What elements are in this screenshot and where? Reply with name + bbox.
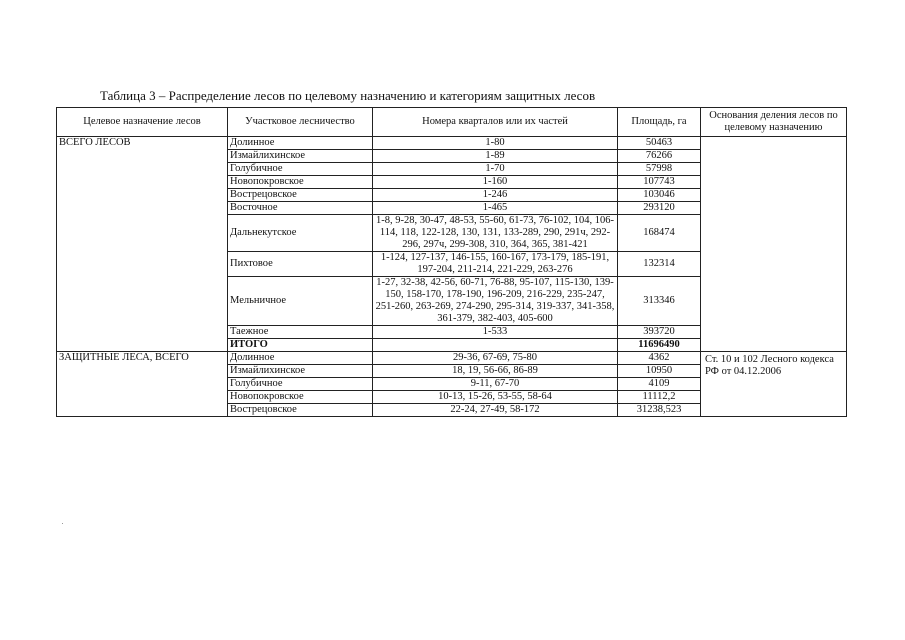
quarters-cell: 1-8, 9-28, 30-47, 48-53, 55-60, 61-73, 76-102, 104, 106-114, 118, 122-128, 130, 131, 133-289, 290, 291ч, 292-296, 297ч, 299-308, 310, 364, 365, 381-421 (373, 215, 618, 252)
section1-purpose: ВСЕГО ЛЕСОВ (57, 137, 228, 352)
area-cell: 393720 (618, 326, 701, 339)
header-forestry: Участковое лесничество (228, 108, 373, 137)
forestry-cell: Голубичное (228, 378, 373, 391)
quarters-cell: 18, 19, 56-66, 86-89 (373, 365, 618, 378)
table-row (57, 137, 847, 150)
area-cell: 57998 (618, 163, 701, 176)
header-area: Площадь, га (618, 108, 701, 137)
quarters-cell: 9-11, 67-70 (373, 378, 618, 391)
forestry-cell: Дальнекутское (228, 215, 373, 252)
total-label: ИТОГО (228, 339, 373, 352)
area-cell: 132314 (618, 252, 701, 277)
header-purpose: Целевое назначение лесов (57, 108, 228, 137)
quarters-cell: 1-80 (373, 137, 618, 150)
quarters-cell: 1-27, 32-38, 42-56, 60-71, 76-88, 95-107, 115-130, 139-150, 158-170, 178-190, 196-209, 216-229, 235-247, 251-260, 263-269, 274-290, 295-314, 319-337, 341-358, 361-379, 382-403, 405-600 (373, 277, 618, 326)
quarters-cell: 1-160 (373, 176, 618, 189)
forestry-cell: Новопокровское (228, 176, 373, 189)
total-area: 11696490 (618, 339, 701, 352)
quarters-cell: 1-89 (373, 150, 618, 163)
forest-distribution-table (56, 107, 847, 417)
forestry-cell: Восточное (228, 202, 373, 215)
forestry-cell: Измайлихинское (228, 365, 373, 378)
forestry-cell: Вострецовское (228, 189, 373, 202)
forestry-cell: Новопокровское (228, 391, 373, 404)
section2-purpose: ЗАЩИТНЫЕ ЛЕСА, ВСЕГО (57, 352, 228, 417)
scan-speck (62, 523, 63, 524)
area-cell: 313346 (618, 277, 701, 326)
forestry-cell: Долинное (228, 352, 373, 365)
area-cell: 10950 (618, 365, 701, 378)
quarters-cell: 1-465 (373, 202, 618, 215)
forestry-cell: Вострецовское (228, 404, 373, 417)
quarters-cell: 10-13, 15-26, 53-55, 58-64 (373, 391, 618, 404)
table-caption: Таблица 3 – Распределение лесов по целевому назначению и категориям защитных лесов (100, 88, 596, 103)
area-cell: 107743 (618, 176, 701, 189)
forestry-cell: Таежное (228, 326, 373, 339)
quarters-cell: 1-533 (373, 326, 618, 339)
area-cell: 168474 (618, 215, 701, 252)
area-cell: 293120 (618, 202, 701, 215)
forestry-cell: Мельничное (228, 277, 373, 326)
area-cell: 4109 (618, 378, 701, 391)
header-row (57, 108, 847, 137)
quarters-cell: 29-36, 67-69, 75-80 (373, 352, 618, 365)
area-cell: 11112,2 (618, 391, 701, 404)
quarters-cell: 22-24, 27-49, 58-172 (373, 404, 618, 417)
header-basis: Основания деления лесов по целевому назначению (701, 108, 847, 137)
table-row (57, 352, 847, 365)
forestry-cell: Долинное (228, 137, 373, 150)
forestry-cell: Пихтовое (228, 252, 373, 277)
area-cell: 4362 (618, 352, 701, 365)
area-cell: 31238,523 (618, 404, 701, 417)
forestry-cell: Измайлихинское (228, 150, 373, 163)
forestry-cell: Голубичное (228, 163, 373, 176)
area-cell: 50463 (618, 137, 701, 150)
quarters-cell: 1-246 (373, 189, 618, 202)
quarters-cell: 1-124, 127-137, 146-155, 160-167, 173-179, 185-191, 197-204, 211-214, 221-229, 263-276 (373, 252, 618, 277)
area-cell: 103046 (618, 189, 701, 202)
section1-basis (701, 137, 847, 352)
header-quarters: Номера кварталов или их частей (373, 108, 618, 137)
quarters-cell: 1-70 (373, 163, 618, 176)
area-cell: 76266 (618, 150, 701, 163)
section2-basis: Ст. 10 и 102 Лесного кодекса РФ от 04.12.2006 (701, 352, 847, 417)
quarters-cell (373, 339, 618, 352)
